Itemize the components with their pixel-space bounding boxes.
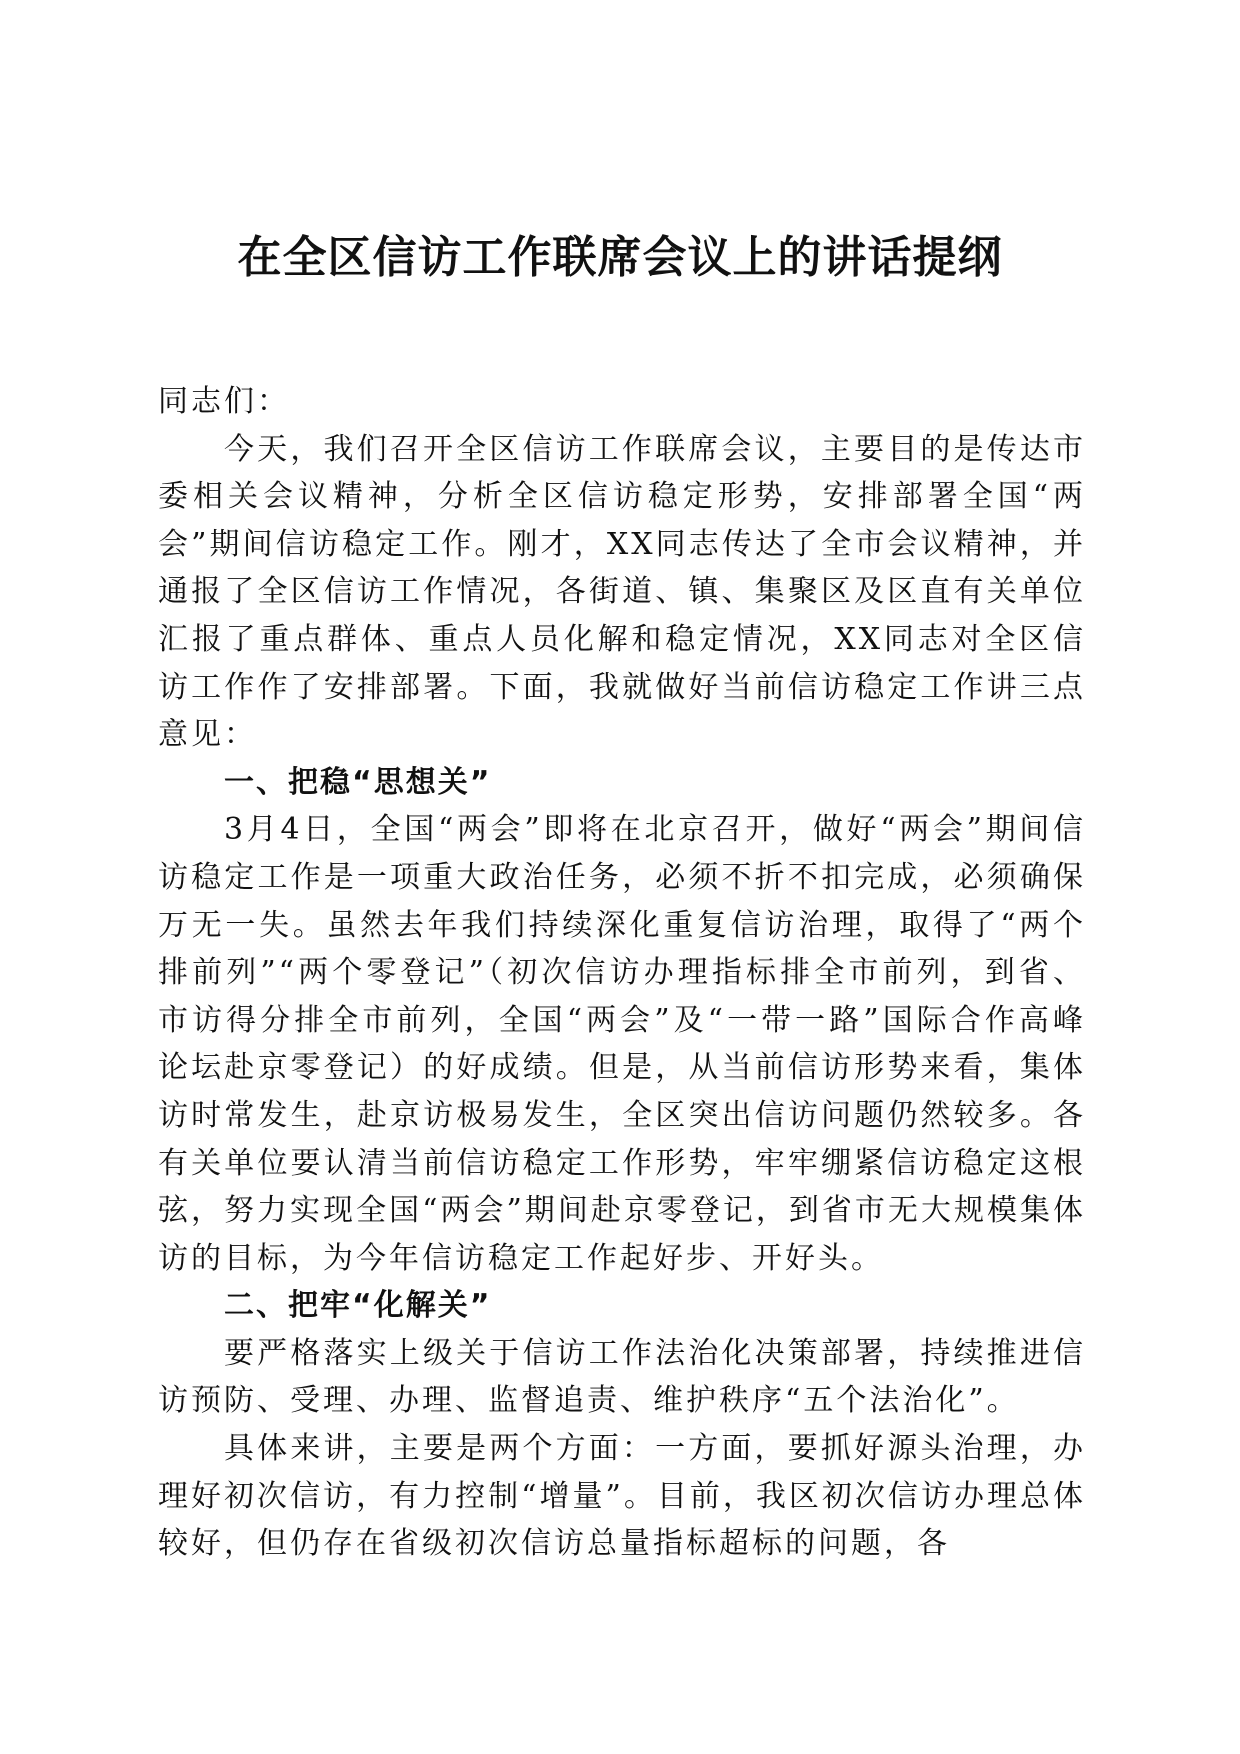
intro-paragraph: 今天，我们召开全区信访工作联席会议，主要目的是传达市委相关会议精神，分析全区信访稳定形势，安排部署全国“两会”期间信访稳定工作。刚才，XX同志传达了全市会议精神，并通报了全区信访工作情况，各街道、镇、集聚区及区直有关单位汇报了重点群体、重点人员化解和稳定情况，XX同志对全区信访工作作了安排部署。下面，我就做好当前信访稳定工作讲三点意见： [158, 431, 1086, 753]
section-2-paragraph-2: 具体来讲，主要是两个方面：一方面，要抓好源头治理，办理好初次信访，有力控制“增量”。目前，我区初次信访办理总体较好，但仍存在省级初次信访总量指标超标的问题，各 [158, 1431, 1086, 1562]
section-2-paragraph-1: 要严格落实上级关于信访工作法治化决策部署，持续推进信访预防、受理、办理、监督追责、维护秩序“五个法治化”。 [158, 1335, 1086, 1419]
document-body [158, 378, 1086, 1568]
section-1-paragraph: 3月4日，全国“两会”即将在北京召开，做好“两会”期间信访稳定工作是一项重大政治任务，必须不折不扣完成，必须确保万无一失。虽然去年我们持续深化重复信访治理，取得了“两个排前列”“两个零登记”（初次信访办理指标排全市前列，到省、市访得分排全市前列，全国“两会”及“一带一路”国际合作高峰论坛赴京零登记）的好成绩。但是，从当前信访形势来看，集体访时常发生，赴京访极易发生，全区突出信访问题仍然较多。各有关单位要认清当前信访稳定工作形势，牢牢绷紧信访稳定这根弦，努力实现全国“两会”期间赴京零登记，到省市无大规模集体访的目标，为今年信访稳定工作起好步、开好头。 [158, 812, 1086, 1276]
section-heading-1: 一、把稳“思想关” [224, 764, 492, 800]
page-title: 在全区信访工作联席会议上的讲话提纲 [237, 232, 1003, 283]
salutation: 同志们： [158, 384, 290, 419]
section-heading-2: 二、把牢“化解关” [224, 1288, 492, 1324]
